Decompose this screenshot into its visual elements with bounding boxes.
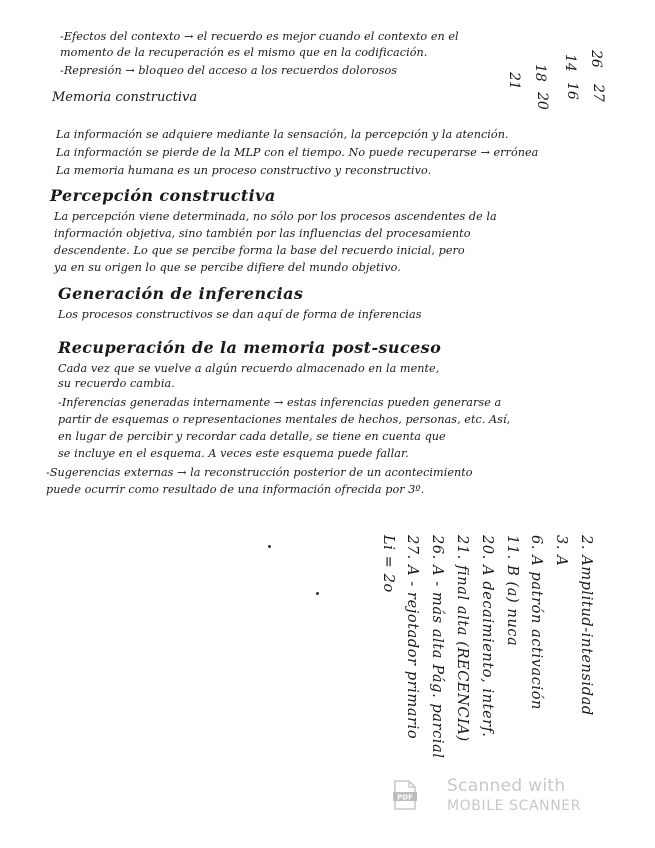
margin-number-26: 26 [588, 50, 604, 68]
text-line-inferencias-2: partir de esquemas o representaciones mentales de hechos, personas, etc. Así, [58, 413, 511, 426]
margin-number-21: 21 [506, 72, 522, 90]
text-line-memoria-3: La memoria humana es un proceso constructivo y reconstructivo. [56, 164, 432, 177]
pdf-badge-label: PDF [397, 793, 413, 802]
text-line-percepcion-2: información objetiva, sino también por las influencias del procesamiento [54, 227, 471, 240]
watermark-line-2: MOBILE SCANNER [447, 798, 582, 814]
margin-number-14: 14 [562, 54, 578, 72]
text-line-efectos-1: -Efectos del contexto → el recuerdo es mejor cuando el contexto en el [60, 30, 459, 43]
answer-item-20: 20. A decaimiento, interf. [478, 535, 495, 738]
text-line-percepcion-3: descendente. Lo que se percibe forma la base del recuerdo inicial, pero [54, 244, 465, 257]
text-line-inferencias-1: -Inferencias generadas internamente → estas inferencias pueden generarse a [58, 396, 502, 409]
pdf-document-icon [393, 780, 417, 810]
answer-item-27: 27. A - rejotador primario [404, 535, 421, 740]
heading-memoria-constructiva: Memoria constructiva [52, 90, 198, 105]
margin-number-18: 18 [532, 64, 548, 82]
margin-number-20: 20 [534, 92, 550, 110]
text-line-memoria-2: La información se pierde de la MLP con el tiempo. No puede recuperarse → errónea [56, 146, 539, 159]
text-line-percepcion-1: La percepción viene determinada, no sólo por los procesos ascendentes de la [54, 210, 497, 223]
answer-item-2: 2. Amplitud-intensidad [578, 535, 594, 716]
text-line-sugerencias-2: puede ocurrir como resultado de una información ofrecida por 3º. [46, 483, 425, 496]
watermark-line-1: Scanned with [447, 776, 566, 796]
text-line-recuperacion-1: Cada vez que se vuelve a algún recuerdo almacenado en la mente, [58, 362, 440, 375]
answer-list [375, 535, 598, 759]
heading-percepcion-constructiva: Percepción constructiva [50, 186, 276, 205]
text-line-inferencias-3: en lugar de percibir y recordar cada detalle, se tiene en cuenta que [58, 430, 446, 443]
heading-generacion-inferencias: Generación de inferencias [58, 284, 304, 303]
ink-dot [268, 545, 271, 548]
answer-item-li: Li = 2o [379, 535, 396, 593]
heading-recuperacion-post-suceso: Recuperación de la memoria post-suceso [58, 338, 442, 357]
margin-number-27: 27 [590, 84, 606, 102]
text-line-generacion-1: Los procesos constructivos se dan aquí de forma de inferencias [58, 308, 422, 321]
text-line-efectos-2: momento de la recuperación es el mismo que en la codificación. [60, 46, 428, 59]
text-line-sugerencias-1: -Sugerencias externas → la reconstrucción posterior de un acontecimiento [46, 466, 473, 479]
text-line-percepcion-4: ya en su origen lo que se percibe difiere del mundo objetivo. [54, 261, 401, 274]
answer-item-21: 21. final alta (RECENCIA) [454, 535, 471, 742]
text-line-inferencias-4: se incluye en el esquema. A veces este esquema puede fallar. [58, 447, 409, 460]
ink-dot [316, 592, 319, 595]
margin-number-16: 16 [564, 82, 580, 100]
answer-item-26: 26. A - más alta Pág. parcial [429, 535, 446, 759]
text-line-recuperacion-2: su recuerdo cambia. [58, 377, 175, 390]
answer-item-3: 3. A [553, 535, 570, 567]
answer-item-6: 6. A patrón activación [528, 535, 545, 710]
answer-item-11: 11. B (a) nuca [503, 535, 520, 647]
text-line-memoria-1: La información se adquiere mediante la sensación, la percepción y la atención. [56, 128, 509, 141]
text-line-represion: -Represión → bloqueo del acceso a los recuerdos dolorosos [60, 64, 398, 77]
